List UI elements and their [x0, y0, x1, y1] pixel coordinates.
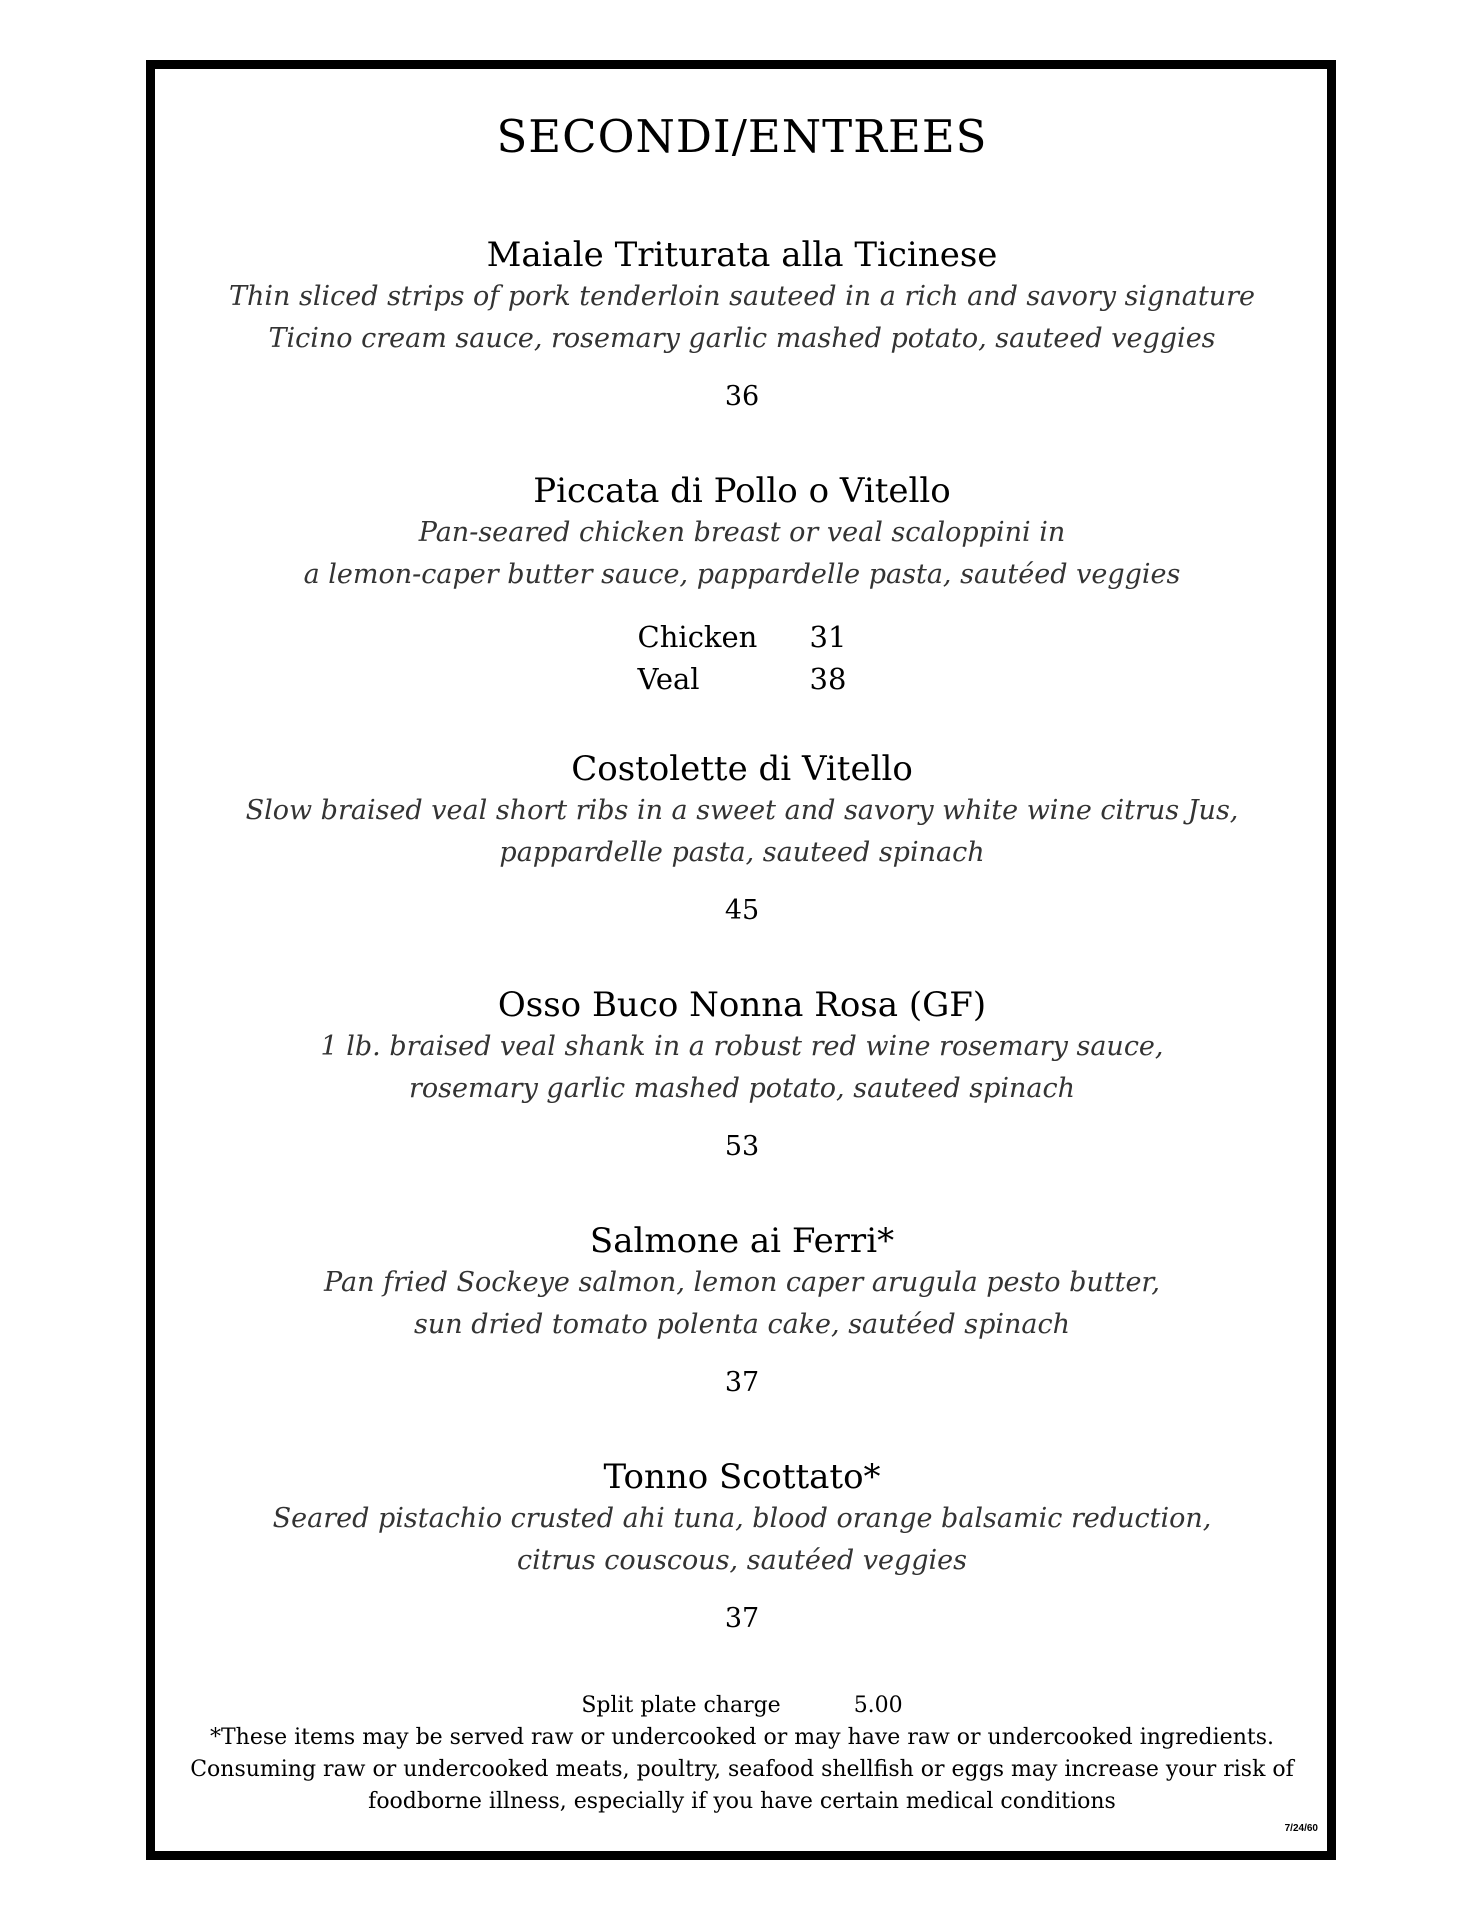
- menu-item-piccata: [0, 470, 1484, 700]
- split-plate-label: Split plate charge: [581, 1693, 781, 1718]
- menu-item-price: 36: [724, 381, 760, 412]
- menu-item-desc-line: Ticino cream sauce, rosemary garlic mashed potato, sauteed veggies: [268, 323, 1216, 354]
- menu-item-name: Maiale Triturata alla Ticinese: [486, 235, 998, 275]
- menu-item-name: Salmone ai Ferri*: [589, 1221, 895, 1261]
- split-plate-charge: [0, 1690, 1484, 1722]
- price-option-label: Chicken: [637, 620, 758, 654]
- menu-item-desc-line: Pan-seared chicken breast or veal scaloppini in: [418, 517, 1066, 548]
- split-plate-price: 5.00: [853, 1693, 903, 1718]
- menu-item-desc-line: rosemary garlic mashed potato, sauteed spinach: [408, 1073, 1076, 1104]
- menu-item-desc-line: Thin sliced strips of pork tenderloin sauteed in a rich and savory signature: [228, 281, 1256, 312]
- menu-item-desc-line: Seared pistachio crusted ahi tuna, blood orange balsamic reduction,: [272, 1503, 1212, 1534]
- menu-item-costolette: [0, 748, 1484, 926]
- menu-item-price: 37: [724, 1603, 760, 1634]
- menu-item-name: Costolette di Vitello: [571, 749, 913, 789]
- price-option-price: 31: [809, 620, 847, 654]
- menu-item-tonno: [0, 1456, 1484, 1634]
- menu-item-desc-line: a lemon-caper butter sauce, pappardelle pasta, sautéed veggies: [303, 559, 1181, 590]
- menu-item-price: 45: [724, 895, 760, 926]
- disclaimer-line: *These items may be served raw or undercooked or may have raw or undercooked ingredients.: [209, 1725, 1274, 1750]
- menu-item-desc-line: Pan fried Sockeye salmon, lemon caper arugula pesto butter,: [324, 1267, 1160, 1298]
- price-option-label: Veal: [637, 662, 700, 696]
- price-option-price: 38: [809, 662, 847, 696]
- menu-item-name: Osso Buco Nonna Rosa (GF): [497, 985, 987, 1025]
- menu-item-desc-line: sun dried tomato polenta cake, sautéed spinach: [414, 1309, 1070, 1340]
- menu-item-desc-line: Slow braised veal short ribs in a sweet and savory white wine citrus Jus,: [245, 795, 1239, 826]
- menu-item-name: Piccata di Pollo o Vitello: [533, 471, 951, 511]
- menu-footer: [0, 1690, 1484, 1818]
- version-code: 7/24/60: [1284, 1823, 1318, 1834]
- disclaimer-line: Consuming raw or undercooked meats, poultry, seafood shellfish or eggs may increase your risk of: [190, 1757, 1294, 1782]
- disclaimer-line: foodborne illness, especially if you have certain medical conditions: [368, 1789, 1116, 1814]
- menu-item-desc-line: pappardelle pasta, sauteed spinach: [499, 837, 985, 868]
- menu-item-salmone: [0, 1220, 1484, 1398]
- menu-item-desc-line: 1 lb. braised veal shank in a robust red wine rosemary sauce,: [320, 1031, 1164, 1062]
- menu-item-maiale: [0, 234, 1484, 412]
- menu-item-osso-buco: [0, 984, 1484, 1162]
- price-option-row: [638, 658, 847, 700]
- price-option-row: [638, 616, 847, 658]
- price-options: [638, 616, 847, 700]
- page-title: SECONDI/ENTREES: [496, 110, 988, 163]
- menu-item-desc-line: citrus couscous, sautéed veggies: [516, 1545, 968, 1576]
- menu-item-price: 53: [724, 1131, 760, 1162]
- menu-item-name: Tonno Scottato*: [603, 1457, 881, 1497]
- menu-item-price: 37: [724, 1367, 760, 1398]
